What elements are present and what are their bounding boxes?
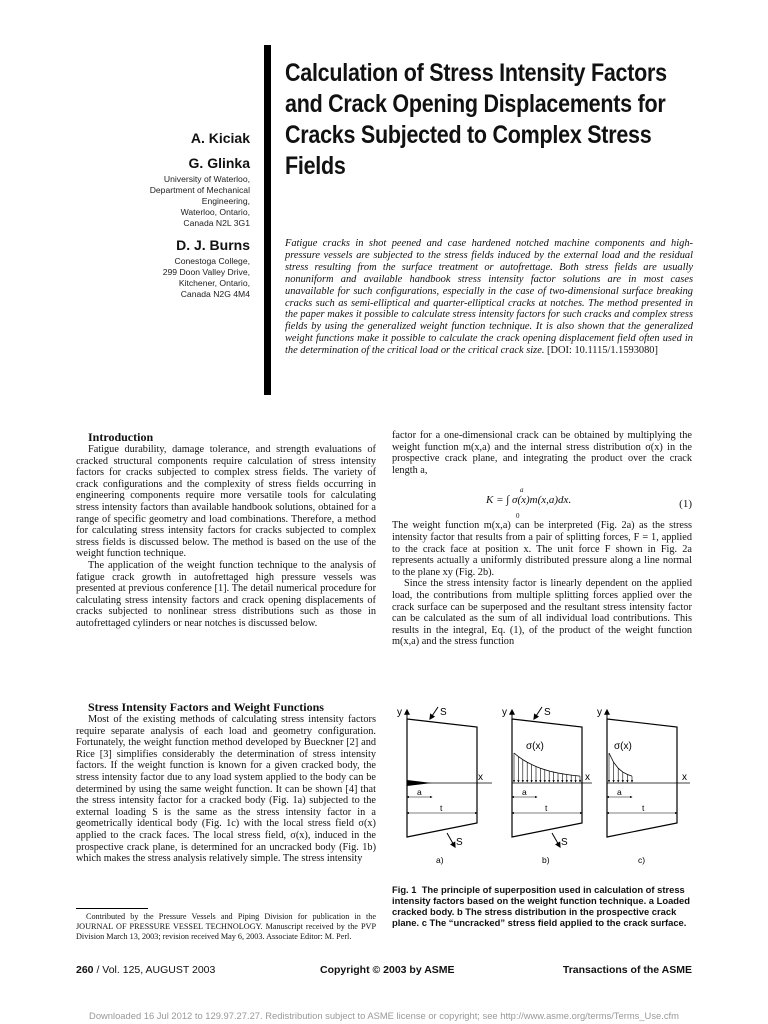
load-label: S [456, 837, 463, 848]
panel-label: b) [542, 855, 550, 865]
page-number: 260 [76, 964, 94, 976]
crack-face-stress-arrows [609, 753, 632, 782]
author-name: G. Glinka [188, 155, 250, 171]
page-footer [76, 964, 692, 978]
y-label: y [597, 707, 602, 718]
introduction-section [76, 430, 376, 630]
journal-name: Transactions of the ASME [562, 964, 692, 976]
sigma-label: σ(x) [614, 741, 632, 752]
body-outline [407, 719, 477, 837]
load-arrow-bottom [447, 833, 455, 847]
a-label: a [417, 787, 422, 797]
abstract [285, 238, 693, 357]
right-column-text [392, 430, 692, 648]
paragraph: The application of the weight function technique to the analysis of fatigue crack growth in autofrettaged high pressure vessels was presented at previous conference [1]. The detail numerical procedure for calculating stress intensity factors and crack opening displacements of cracks subjected to nonlinear stress distributions such as those in autofrettaged cylinders or near notches is discussed below. [76, 559, 376, 629]
affiliation-line: Waterloo, Ontario, [180, 207, 250, 217]
y-label: y [502, 707, 507, 718]
figure-caption [392, 884, 692, 928]
load-label: S [440, 707, 447, 718]
integral-lower-limit: 0 [516, 512, 520, 520]
load-arrow-bottom [552, 833, 560, 847]
affiliation-line: 299 Doon Valley Drive, [162, 267, 250, 277]
x-label: x [585, 772, 590, 783]
panel-a-loaded-cracked-body [397, 707, 492, 865]
title-rule [264, 45, 271, 395]
panel-b-stress-distribution [502, 707, 592, 865]
paragraph: Most of the existing methods of calculating stress intensity factors require separate analysis of each load and geometry configuration. Fortunately, the weight function method developed by Bueckner [2] and Rice [3] simplifies considerably the determination of stress intensity factors. If the weight function is known for a given cracked body, the stress intensity factor due to any load system applied to the body can be determined by using the same weight function. It can be shown [4] that the stress intensity factor for a cracked body (Fig. 1a) subjected to the external loading S is the same as the stress intensity factor in a geometrically identical body (Fig. 1c) with the local stress field σ(x) applied to the crack faces. The local stress field, σ(x), induced in the prospective crack plane, is determined for an uncracked body (Fig. 1b) which makes the stress analysis relatively simple. The stress intensity [76, 714, 376, 865]
footnote: Contributed by the Pressure Vessels and Piping Division for publication in the JOURNAL OF PRESSURE VESSEL TECHNOLOGY. Manuscript received by the PVP Division March 13, 2003; revision received May 6, 2003. Associate Editor: M. Perl. [76, 912, 376, 941]
sif-section [76, 700, 376, 865]
author-name: D. J. Burns [176, 237, 250, 253]
a-label: a [617, 787, 622, 797]
affiliation-line: Conestoga College, [174, 256, 250, 266]
caption-text: The principle of superposition used in calculation of stress intensity factors based on the weight function technique. a Loaded cracked body. b The stress distribution in the prospective crack plane. c The “uncracked” stress field applied to the crack surface. [392, 884, 690, 928]
panel-c-uncracked-stress-field [597, 707, 690, 865]
sigma-label: σ(x) [526, 741, 544, 752]
y-label: y [397, 707, 402, 718]
load-arrow-top [534, 707, 542, 719]
copyright: Copyright © 2003 by ASME [320, 964, 455, 976]
paragraph: factor for a one-dimensional crack can be obtained by multiplying the weight function m(x,a) and the internal stress distribution σ(x) in the prospective crack plane, and integrating the product over the crack length a, [392, 430, 692, 476]
volume-info: Vol. 125, AUGUST 2003 [102, 964, 216, 976]
author-glinka [100, 155, 250, 229]
page-info: 260 / Vol. 125, AUGUST 2003 [76, 964, 216, 976]
author-burns [100, 237, 250, 300]
section-heading: Introduction [88, 430, 154, 444]
paragraph: Fatigue durability, damage tolerance, and strength evaluations of cracked structural components require calculation of stress intensity factors for cracks subjected to complex stress fields. The variety of crack configurations and the complexity of stress fields occurring in engineering components require more versatile tools for calculating stress intensity factors than available handbook solutions, obtained for a range of specific geometry and load combinations. Therefore, a method for calculating stress intensity factors for cracks subjected to complex stress fields is discussed below. The method is based on the use of the weight function technique. [76, 444, 376, 560]
x-label: x [478, 772, 483, 783]
crack [407, 780, 432, 786]
x-label: x [682, 772, 687, 783]
stress-curve [609, 753, 632, 776]
figure-1 [392, 705, 692, 875]
equation-number: (1) [679, 498, 692, 510]
body-outline [607, 719, 677, 837]
author-kiciak [100, 130, 250, 147]
affiliation-line: Kitchener, Ontario, [178, 278, 250, 288]
load-label: S [561, 837, 568, 848]
paragraph: Since the stress intensity factor is linearly dependent on the applied load, the contributions from multiple splitting forces applied over the crack surface can be superposed and the resultant stress intensity factor can be calculated as the sum of all individual load contributions. This results in the integral, Eq. (1), of the product of the weight function m(x,a) and the stress function [392, 578, 692, 648]
integral-upper-limit: a [520, 486, 524, 494]
load-arrow-top [430, 707, 438, 719]
affiliation-line: Department of Mechanical Engineering, [149, 185, 250, 206]
figure-label: Fig. 1 [392, 884, 417, 895]
paragraph: The weight function m(x,a) can be interpreted (Fig. 2a) as the stress intensity factor that results from a pair of splitting forces, F = 1, applied to the crack face at position x. The unit force F shown in Fig. 2a represents actually a uniformly distributed pressure along a line normal to the plane xy (Fig. 2b). [392, 520, 692, 578]
t-label: t [545, 803, 548, 813]
t-label: t [440, 803, 443, 813]
t-label: t [642, 803, 645, 813]
stress-curve [514, 753, 580, 776]
equation-body: K = ∫ σ(x)m(x,a)dx. [486, 494, 572, 506]
section-heading: Stress Intensity Factors and Weight Functions [88, 700, 324, 714]
equation-1 [392, 488, 692, 518]
doi-link[interactable]: [DOI: 10.1115/1.1593080] [547, 345, 658, 357]
panel-label: c) [638, 855, 646, 865]
stress-distribution-arrows [514, 753, 580, 782]
a-label: a [522, 787, 527, 797]
affiliation-line: Canada N2L 3G1 [183, 218, 250, 228]
download-notice: Downloaded 16 Jul 2012 to 129.97.27.27. Redistribution subject to ASME license or copyright; see http://www.asme.org/terms/Terms_Use.cfm [89, 1010, 679, 1021]
load-label: S [544, 707, 551, 718]
author-name: A. Kiciak [190, 130, 250, 146]
footnote-rule [76, 908, 148, 909]
paper-title: Calculation of Stress Intensity Factors and Crack Opening Displacements for Cracks Subjected to Complex Stress Fields [285, 59, 667, 180]
affiliation-line: University of Waterloo, [163, 174, 250, 184]
panel-label: a) [436, 855, 444, 865]
abstract-text: Fatigue cracks in shot peened and case hardened notched machine components and high-pressure vessels are subjected to the stress fields induced by the external load and the residual stress resulting from the surface treatment or autofrettage. Both stress fields are usually nonuniform and available handbook stress intensity factor solutions are in most cases unavailable for such configurations, especially in the case of two-dimensional surface breaking cracks such as semi-elliptical and quarter-elliptical cracks at notches. The method presented in the paper makes it possible to calculate stress intensity factors for such cracks and complex stress fields by using the generalized weight function technique. It is also shown that the generalized weight functions make it possible to calculate the crack opening displacement field often used in the determination of the critical load or the critical crack size. [285, 238, 693, 357]
affiliation-line: Canada N2G 4M4 [180, 289, 250, 299]
author-list [100, 130, 250, 308]
